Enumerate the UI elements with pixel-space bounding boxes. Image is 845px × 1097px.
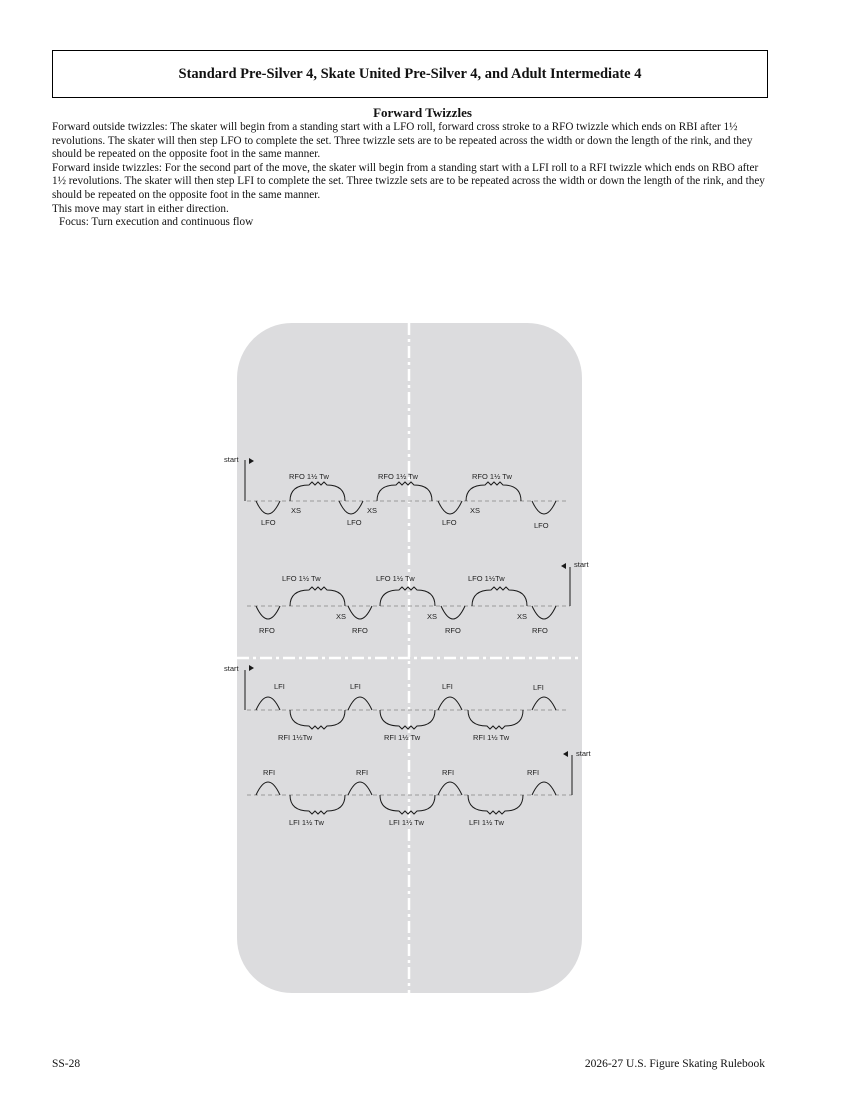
paragraph-outside-twizzles: Forward outside twizzles: The skater will begin from a standing start with a LFO roll, forward cross stroke to a RFO twizzle which ends on RBI after 1½ revolutions. The skater will then step LFO to complete the set. Three twizzle sets are to be repeated across the width or down the length of the rink, and they should be repeated on the opposite foot in the same manner. xyxy=(52,121,753,161)
row3-roll-label-2: LFI xyxy=(350,682,361,691)
row4-roll-label-3: RFI xyxy=(442,768,455,777)
row3-roll-label-3: LFI xyxy=(442,682,453,691)
row2-cross-label-2: XS xyxy=(427,612,438,621)
row2-cross-label-3: XS xyxy=(517,612,528,621)
row1-cross-label-2: XS xyxy=(367,506,378,515)
row4-roll-label-2: RFI xyxy=(356,768,369,777)
row2-roll-label-3: RFO xyxy=(445,626,461,635)
page-title: Standard Pre-Silver 4, Skate United Pre-Silver 4, and Adult Intermediate 4 xyxy=(178,65,642,82)
row1-cross-label-1: XS xyxy=(291,506,302,515)
row3-twizzle-label-2: RFI 1½ Tw xyxy=(384,733,421,742)
row1-roll-label-1: LFO xyxy=(261,518,276,527)
row1-twizzle-label-1: RFO 1½ Tw xyxy=(289,472,329,481)
row3-twizzle-label-3: RFI 1½ Tw xyxy=(473,733,510,742)
row1-roll-label-3: LFO xyxy=(442,518,457,527)
row1-roll-label-2: LFO xyxy=(347,518,362,527)
footer-page-number: SS-28 xyxy=(52,1058,81,1070)
row4-twizzle-label-3: LFI 1½ Tw xyxy=(469,818,504,827)
row2-cross-label-1: XS xyxy=(336,612,347,621)
row2-roll-label-4: RFO xyxy=(532,626,548,635)
row4-roll-label-4: RFI xyxy=(527,768,540,777)
row4-roll-label-1: RFI xyxy=(263,768,276,777)
row3-roll-label-1: LFI xyxy=(274,682,285,691)
row2-roll-label-2: RFO xyxy=(352,626,368,635)
row2-twizzle-label-3: LFO 1½Tw xyxy=(468,574,505,583)
paragraph-direction: This move may start in either direction. xyxy=(52,202,229,215)
row1-twizzle-label-2: RFO 1½ Tw xyxy=(378,472,418,481)
row4-twizzle-label-2: LFI 1½ Tw xyxy=(389,818,424,827)
row1-cross-label-3: XS xyxy=(470,506,481,515)
section-heading: Forward Twizzles xyxy=(373,105,472,120)
row3-twizzle-label-1: RFI 1½Tw xyxy=(278,733,313,742)
row3-roll-label-4: LFI xyxy=(533,683,544,692)
row2-roll-label-1: RFO xyxy=(259,626,275,635)
row4-twizzle-label-1: LFI 1½ Tw xyxy=(289,818,324,827)
row4-start-label: start xyxy=(576,749,591,758)
row1-roll-label-4: LFO xyxy=(534,521,549,530)
row1-twizzle-label-3: RFO 1½ Tw xyxy=(472,472,512,481)
row2-start-label: start xyxy=(574,560,589,569)
row2-twizzle-label-2: LFO 1½ Tw xyxy=(376,574,415,583)
paragraph-inside-twizzles: Forward inside twizzles: For the second part of the move, the skater will begin from a standing start with a LFI roll to a RFI twizzle which ends on RBO after 1½ revolutions. The skater will then step LFI to complete the set. Three twizzle sets are to be repeated across the width or down the length of the rink, and they should be repeated on the opposite foot in the same manner. xyxy=(52,161,765,201)
row1-start-label: start xyxy=(224,455,239,464)
row2-twizzle-label-1: LFO 1½ Tw xyxy=(282,574,321,583)
row3-start-label: start xyxy=(224,664,239,673)
paragraph-focus: Focus: Turn execution and continuous flow xyxy=(59,216,254,229)
footer-book-title: 2026-27 U.S. Figure Skating Rulebook xyxy=(584,1058,765,1070)
